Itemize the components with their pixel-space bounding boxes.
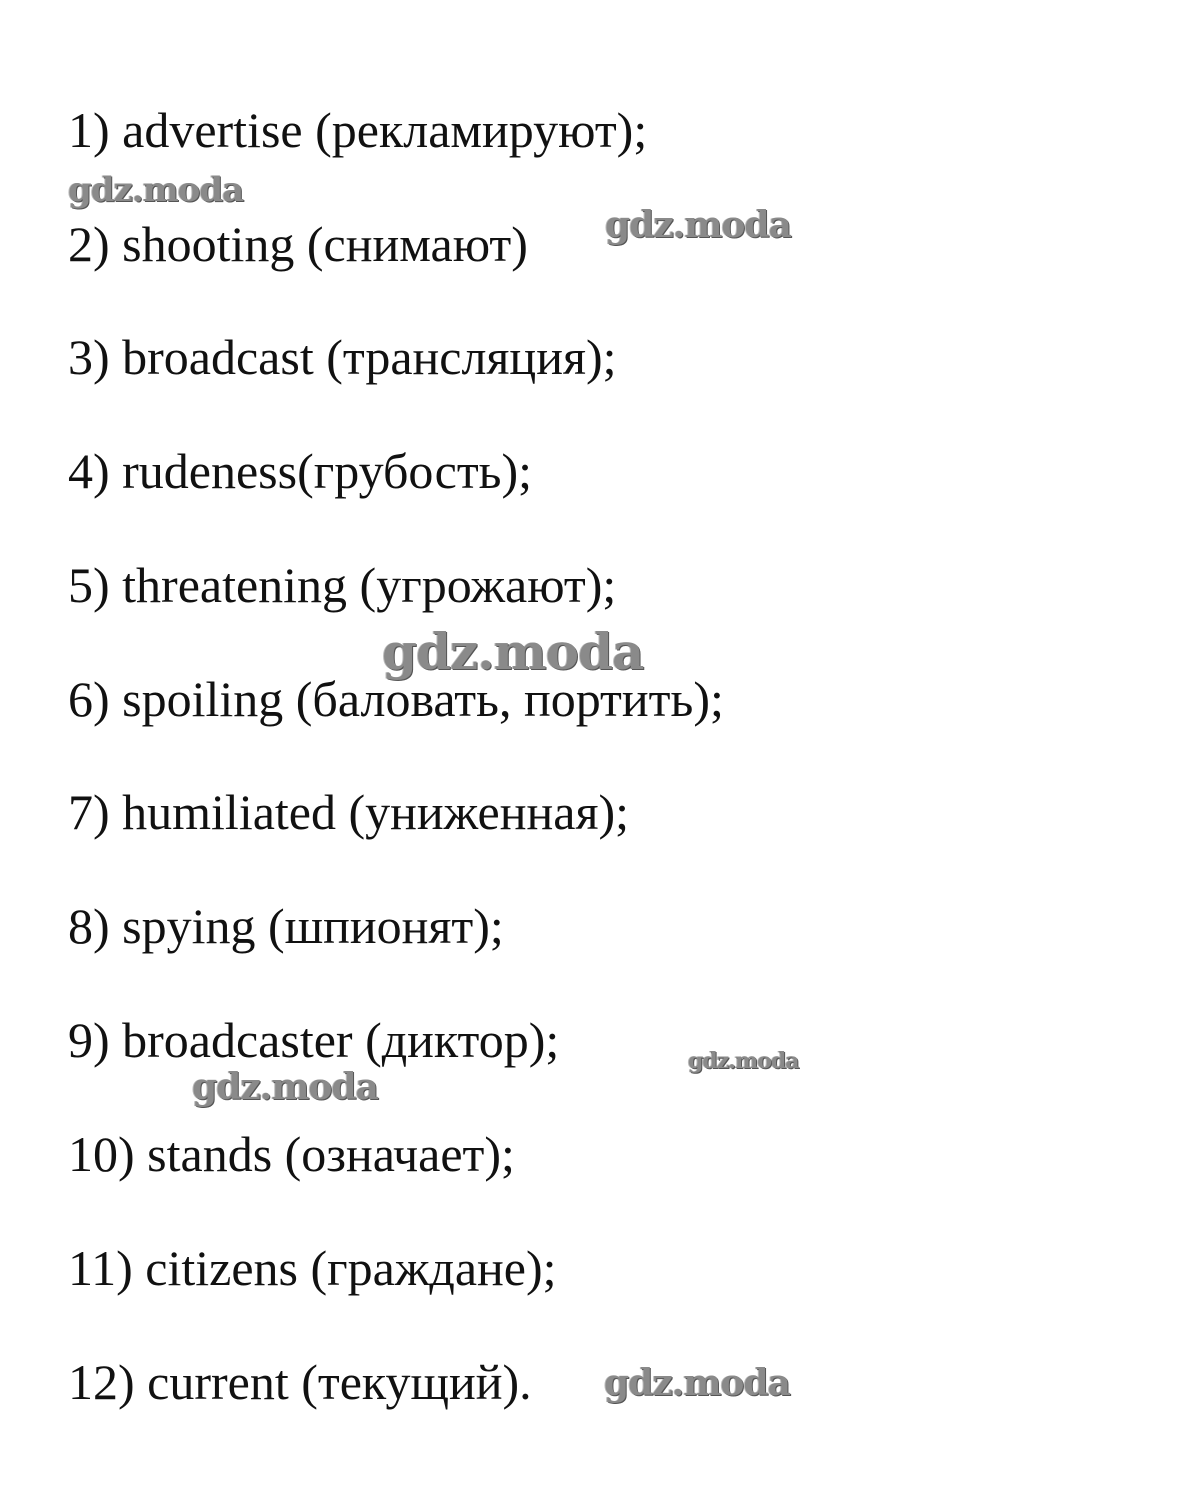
answer-item-8: 8) spying (шпионят);	[68, 898, 504, 954]
answer-item-3: 3) broadcast (трансляция);	[68, 329, 617, 385]
answer-item-4: 4) rudeness(грубость);	[68, 443, 533, 499]
answer-item-1: 1) advertise (рекламируют);	[68, 102, 648, 158]
answer-item-7: 7) humiliated (униженная);	[68, 784, 629, 840]
answer-item-12: 12) current (текущий).	[68, 1354, 532, 1410]
answer-item-6: 6) spoiling (баловать, портить);	[68, 671, 724, 727]
answer-item-11: 11) citizens (граждане);	[68, 1240, 557, 1296]
answer-item-9: 9) broadcaster (диктор);	[68, 1012, 560, 1068]
answer-item-10: 10) stands (означает);	[68, 1126, 515, 1182]
answer-item-2: 2) shooting (снимают)	[68, 216, 528, 272]
watermark: gdz.moda	[605, 204, 791, 246]
watermark: gdz.moda	[604, 1362, 790, 1404]
watermark: gdz.moda	[68, 170, 244, 210]
watermark: gdz.moda	[688, 1048, 799, 1074]
watermark: gdz.moda	[192, 1066, 378, 1108]
answer-item-5: 5) threatening (угрожают);	[68, 557, 617, 613]
watermark: gdz.moda	[382, 622, 644, 681]
